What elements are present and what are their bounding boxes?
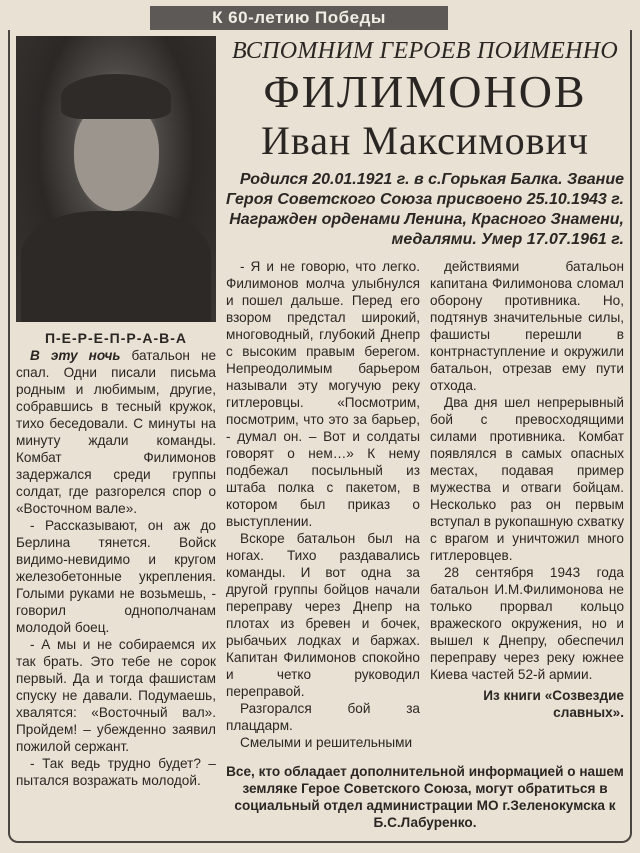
article-column-3 bbox=[430, 258, 624, 751]
article-frame bbox=[8, 30, 632, 843]
article-columns bbox=[226, 258, 624, 751]
hero-surname: ФИЛИМОНОВ bbox=[263, 66, 587, 117]
contact-note: Все, кто обладает дополнительной информацией о нашем земляке Герое Советского Союза, могут обратиться в социальный отдел администрации МО г.Зеленокумска к Б.С.Лабуренко. bbox=[226, 764, 624, 830]
paragraph: - Я и не говорю, что легко. Филимонов молча улыбнулся и пошел дальше. Перед его взором предстал широкий, многоводный, глубокий Днепр с высоким правым берегом. Непреодолимым барьером называли эту могучую реку гитлеровцы. «Посмотрим, посмотрим, что это за барьер, - думал он. – Вот и солдаты говорят о нем…» К нему подбежал посыльный из штаба полка с пакетом, в котором был приказ о выступлении. bbox=[226, 259, 420, 529]
left-column bbox=[16, 36, 216, 831]
paragraph: - Так ведь трудно будет? – пытался возражать молодой. bbox=[16, 756, 216, 788]
paragraph: 28 сентября 1943 года батальон И.М.Филимонова не только прорвал кольцо вражеского окружения, но и вышел к Днепру, обеспечил переправу через реку южнее Киева частей 52-й армии. bbox=[430, 565, 624, 682]
article-column-2 bbox=[226, 258, 420, 751]
rubric-title: ВСПОМНИМ ГЕРОЕВ ПОИМЕННО bbox=[231, 38, 618, 64]
portrait-photo bbox=[16, 36, 216, 322]
article-subhead: П-Е-Р-Е-П-Р-А-В-А bbox=[44, 330, 188, 346]
paragraph: Вскоре батальон был на ногах. Тихо раздавались команды. И вот одна за другой группы бойцов начали переправу через Днепр на плотах из бревен и бочек, рыбачьих лодках и баржах. Капитан Филимонов спокойно и четко руководил переправой. bbox=[226, 531, 420, 699]
paragraph: - А мы и не собираемся их так брать. Это тебе не сорок первый. Да и тогда фашистам спуску не давали. Подумаешь, хвалятся: «Восточный вал». Пройдем! – убежденно заявил пожилой сержант. bbox=[16, 637, 216, 754]
paragraph-text: батальон не спал. Одни писали письма родным и любимым, другие, собравшись в тесный кружок, тихо беседовали. С минуты на минуту ждали команды. Комбат Филимонов задержался среди группы солдат, где разгорелся спор о «Восточном вале». bbox=[16, 348, 217, 516]
article-column-1 bbox=[16, 330, 216, 789]
right-column bbox=[226, 36, 624, 831]
paragraph bbox=[16, 347, 216, 517]
source-credit: Из книги «Созвездие славных». bbox=[483, 688, 624, 720]
paragraph: действиями батальон капитана Филимонова сломал оборону противника. Но, подтянув значительные силы, фашисты перешли в контрнаступление и окружили батальон, отрезав ему пути отхода. bbox=[430, 259, 624, 393]
section-banner: К 60-летию Победы bbox=[150, 6, 448, 30]
hero-given-name: Иван Максимович bbox=[260, 118, 590, 163]
lead-in: В эту ночь bbox=[30, 348, 121, 363]
paragraph: Два дня шел непрерывный бой с превосходящими силами противника. Комбат появлялся в самых опасных местах, подавая пример мужества и отваги бойцам. Несколько раз он первым вступал в рукопашную схватку с врагом и уничтожил много гитлеровцев. bbox=[430, 395, 624, 563]
hero-bio: Родился 20.01.1921 г. в с.Горькая Балка. Звание Героя Советского Союза присвоено 25.10.1943 г. Награжден орденами Ленина, Красного Знамени, медалями. Умер 17.07.1961 г. bbox=[226, 171, 624, 248]
paragraph: - Рассказывают, он аж до Берлина тянется. Войск видимо-невидимо и кругом железобетонные укрепления. Голыми руками не возьмешь, - говорил однополчанам молодой боец. bbox=[16, 518, 216, 635]
paragraph: Разгорался бой за плацдарм. bbox=[226, 701, 420, 733]
paragraph: Смелыми и решительными bbox=[240, 735, 413, 750]
